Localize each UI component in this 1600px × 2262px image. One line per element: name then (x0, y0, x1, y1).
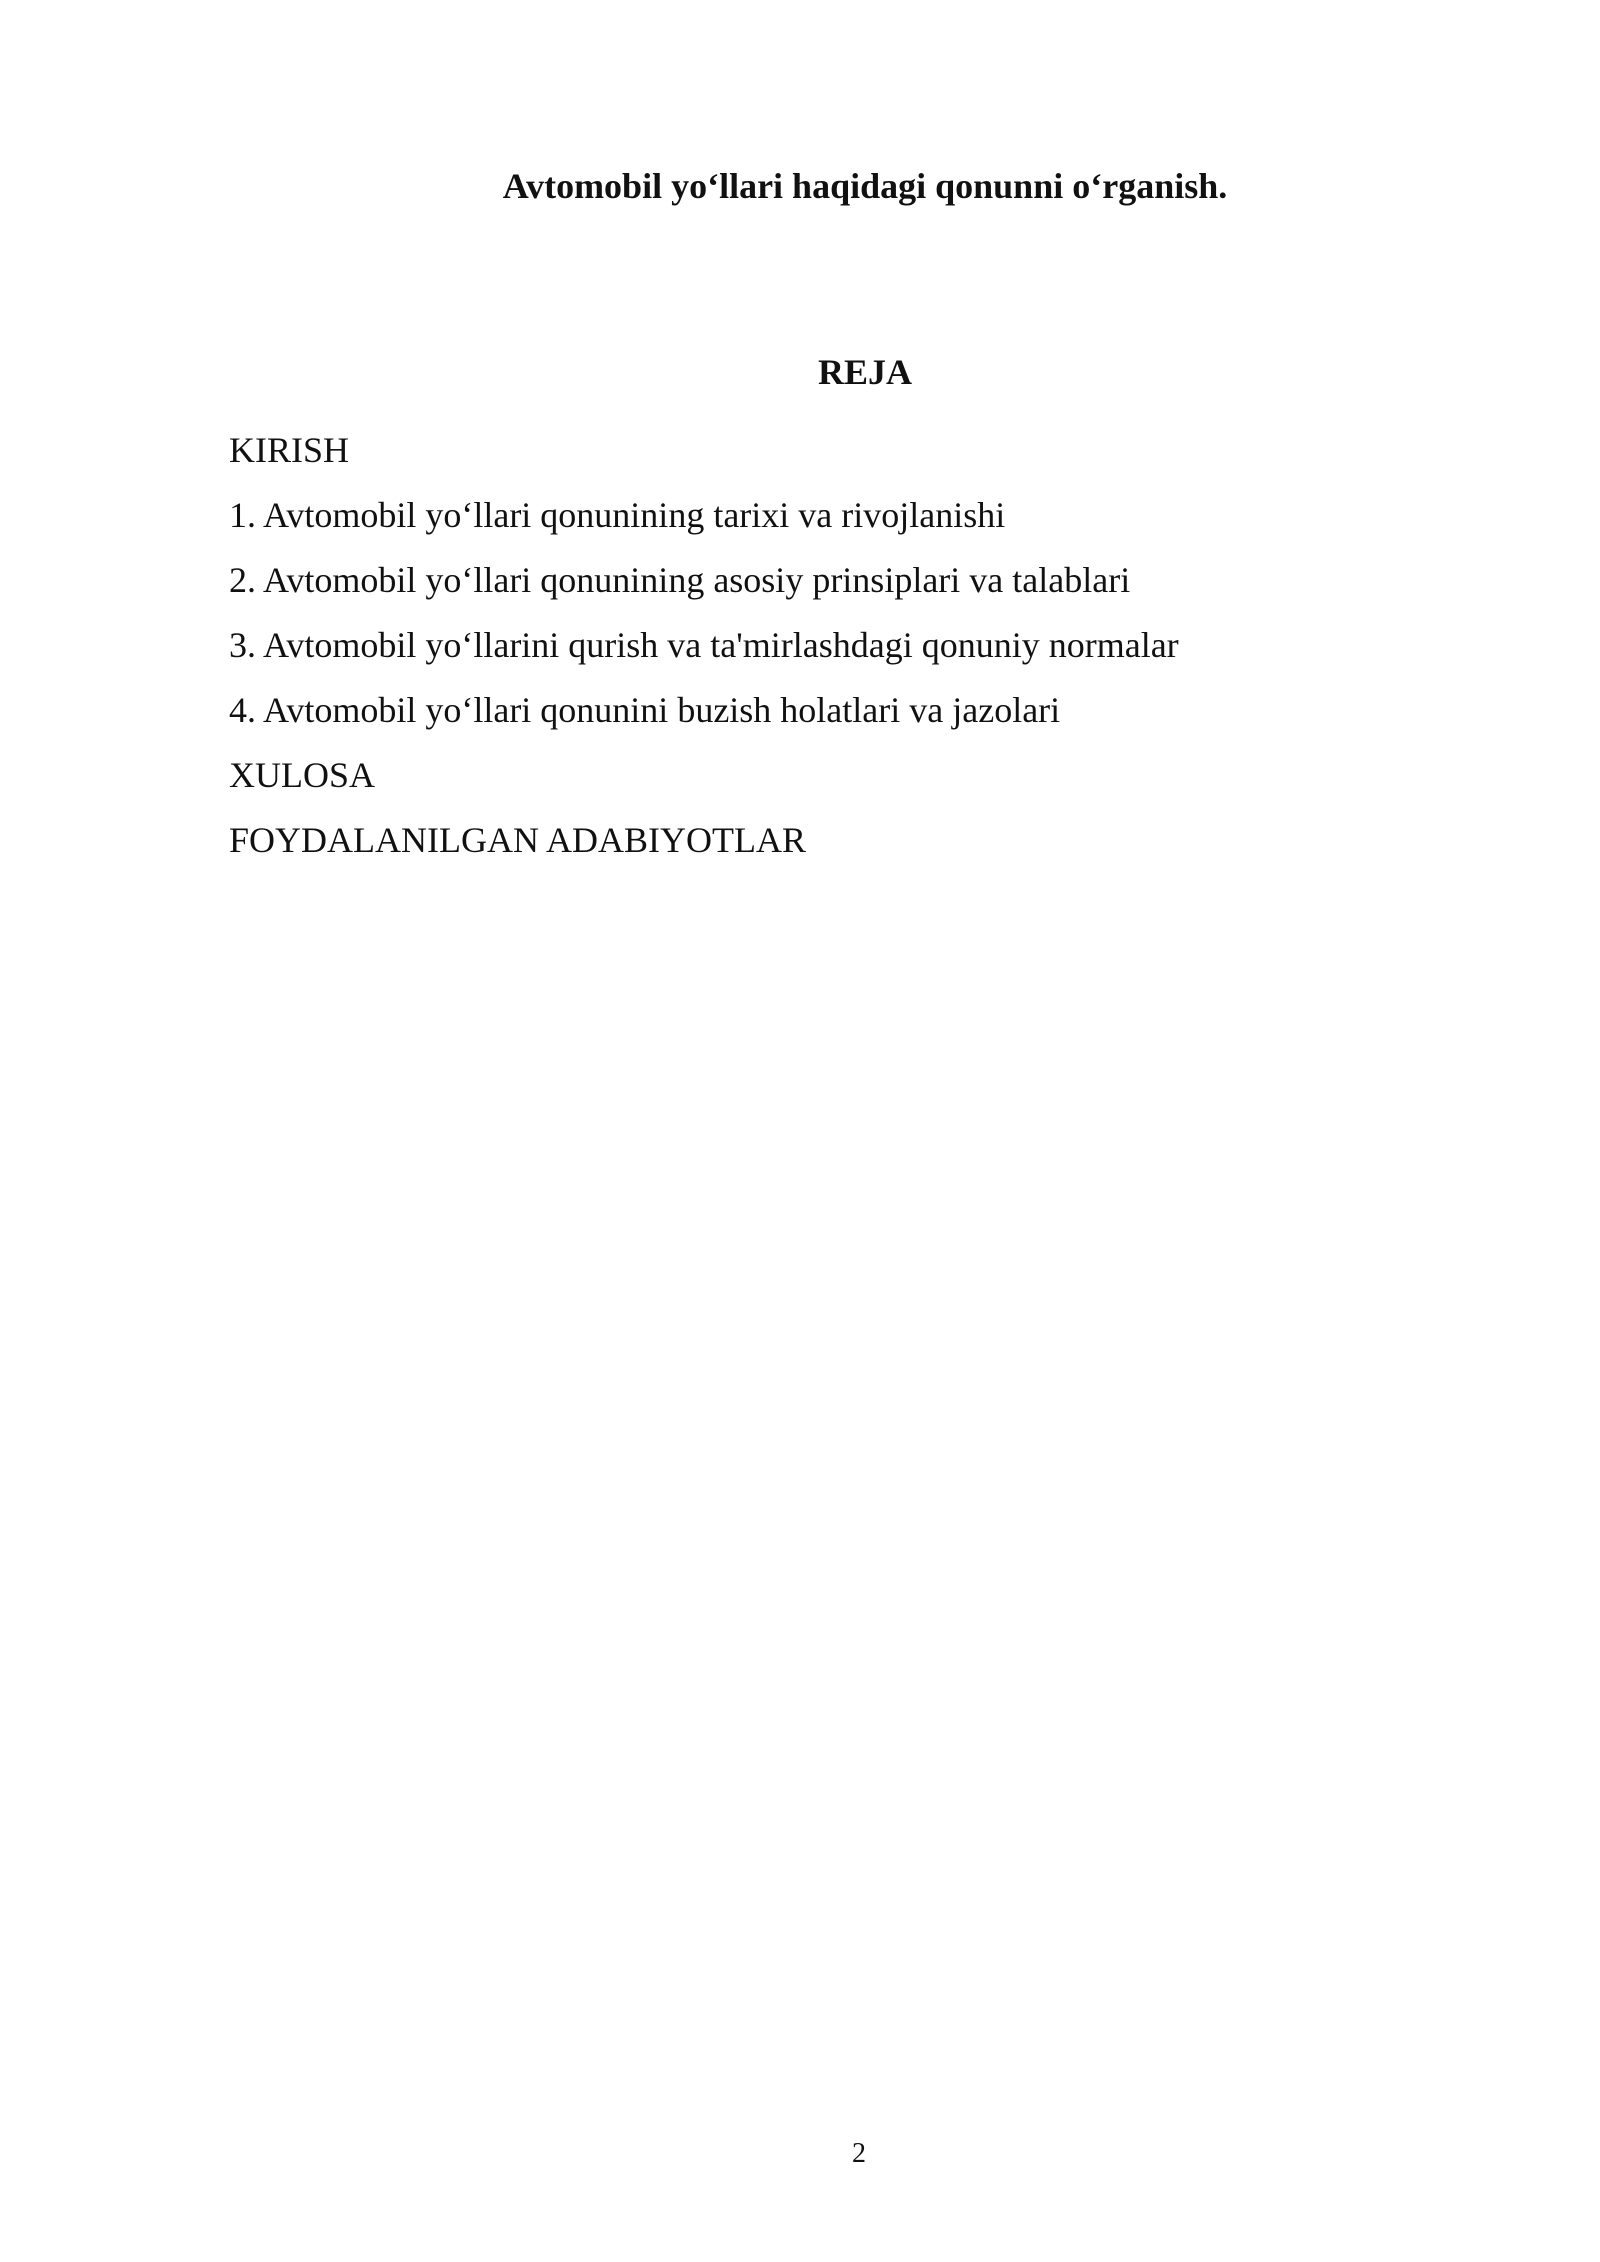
plan-item-references: FOYDALANILGAN ADABIYOTLAR (229, 820, 806, 860)
plan-item-4: 4. Avtomobil yo‘llari qonunini buzish holatlari va jazolari (229, 690, 1061, 730)
plan-item-2: 2. Avtomobil yo‘llari qonunining asosiy prinsiplari va talablari (229, 560, 1131, 600)
plan-heading: REJA (817, 352, 912, 392)
document-title: Avtomobil yo‘llari haqidagi qonunni o‘rganish. (502, 166, 1228, 206)
plan-item-introduction: KIRISH (229, 430, 350, 470)
page-number: 2 (852, 2138, 866, 2169)
plan-list (229, 418, 1179, 873)
plan-item-conclusion: XULOSA (229, 755, 376, 795)
plan-item-1: 1. Avtomobil yo‘llari qonunining tarixi va rivojlanishi (229, 495, 1006, 535)
plan-item-3: 3. Avtomobil yo‘llarini qurish va ta'mirlashdagi qonuniy normalar (229, 625, 1179, 665)
